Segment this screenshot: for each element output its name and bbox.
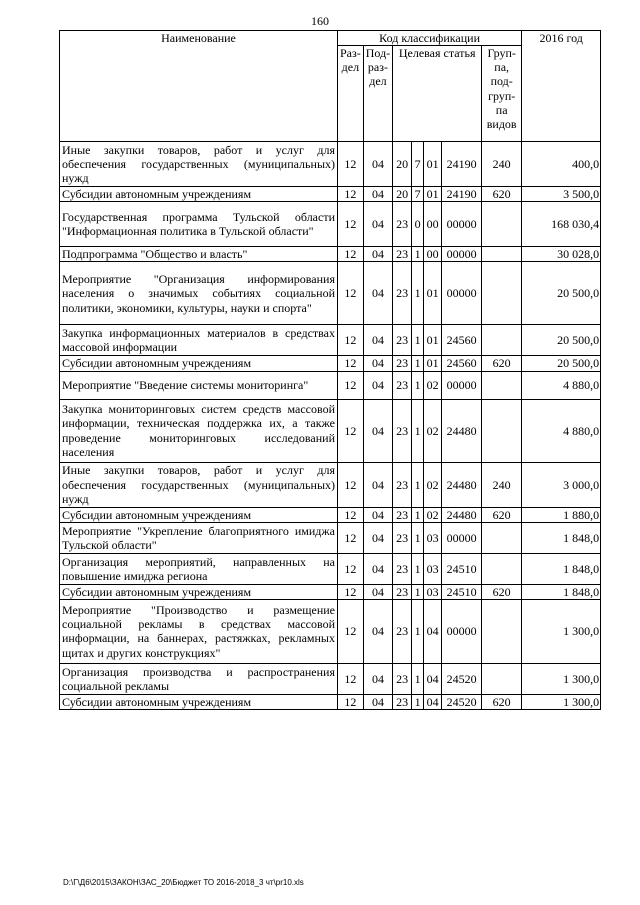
row-name: Подпрограмма "Общество и власть" xyxy=(60,247,338,262)
row-event-code: 04 xyxy=(424,694,442,709)
row-amount: 3 000,0 xyxy=(522,462,601,507)
row-direction-code: 24560 xyxy=(442,325,482,356)
table-row xyxy=(60,507,601,522)
row-event-code: 02 xyxy=(424,399,442,462)
row-event-code: 00 xyxy=(424,202,442,247)
row-amount: 20 500,0 xyxy=(522,262,601,325)
row-amount: 1 300,0 xyxy=(522,694,601,709)
row-name: Субсидии автономным учреждениям xyxy=(60,507,338,522)
row-group xyxy=(482,202,522,247)
row-amount: 168 030,4 xyxy=(522,202,601,247)
row-event-code: 04 xyxy=(424,599,442,663)
row-group xyxy=(482,247,522,262)
row-subsection: 04 xyxy=(363,399,392,462)
table-row xyxy=(60,356,601,371)
row-subsection: 04 xyxy=(363,694,392,709)
row-program-code: 23 xyxy=(393,553,412,584)
row-subsection: 04 xyxy=(363,553,392,584)
row-subsection: 04 xyxy=(363,584,392,599)
row-name: Иные закупки товаров, работ и услуг для обеспечения государственных (муниципальных) нужд xyxy=(60,462,338,507)
row-amount: 400,0 xyxy=(522,142,601,187)
row-event-code: 03 xyxy=(424,584,442,599)
row-direction-code: 24560 xyxy=(442,356,482,371)
row-subprogram-code: 1 xyxy=(412,247,424,262)
row-program-code: 20 xyxy=(393,142,412,187)
row-group xyxy=(482,663,522,694)
header-target-article: Целевая статья xyxy=(393,46,482,142)
row-subprogram-code: 1 xyxy=(412,553,424,584)
row-group xyxy=(482,399,522,462)
header-section: Раз- дел xyxy=(338,46,364,142)
row-amount: 4 880,0 xyxy=(522,399,601,462)
row-name: Субсидии автономным учреждениям xyxy=(60,187,338,202)
row-section: 12 xyxy=(338,694,364,709)
row-subprogram-code: 1 xyxy=(412,356,424,371)
row-subsection: 04 xyxy=(363,187,392,202)
row-program-code: 23 xyxy=(393,599,412,663)
row-direction-code: 00000 xyxy=(442,262,482,325)
row-subsection: 04 xyxy=(363,247,392,262)
row-program-code: 20 xyxy=(393,187,412,202)
row-direction-code: 00000 xyxy=(442,371,482,399)
row-name: Субсидии автономным учреждениям xyxy=(60,584,338,599)
row-subsection: 04 xyxy=(363,522,392,553)
row-event-code: 02 xyxy=(424,507,442,522)
row-program-code: 23 xyxy=(393,399,412,462)
table-row xyxy=(60,202,601,247)
row-event-code: 04 xyxy=(424,663,442,694)
row-name: Государственная программа Тульской области "Информационная политика в Тульской области" xyxy=(60,202,338,247)
row-subsection: 04 xyxy=(363,663,392,694)
row-direction-code: 24520 xyxy=(442,663,482,694)
header-group: Груп- па, под- груп- па видов xyxy=(482,46,522,142)
header-row-top xyxy=(60,31,601,46)
row-amount: 1 300,0 xyxy=(522,599,601,663)
row-program-code: 23 xyxy=(393,247,412,262)
row-direction-code: 24480 xyxy=(442,462,482,507)
row-subprogram-code: 1 xyxy=(412,507,424,522)
row-name: Организация мероприятий, направленных на повышение имиджа региона xyxy=(60,553,338,584)
row-subprogram-code: 1 xyxy=(412,262,424,325)
row-amount: 4 880,0 xyxy=(522,371,601,399)
row-group: 620 xyxy=(482,507,522,522)
row-event-code: 03 xyxy=(424,522,442,553)
row-subsection: 04 xyxy=(363,325,392,356)
row-subsection: 04 xyxy=(363,599,392,663)
row-section: 12 xyxy=(338,584,364,599)
row-section: 12 xyxy=(338,371,364,399)
row-event-code: 01 xyxy=(424,187,442,202)
row-group xyxy=(482,262,522,325)
row-direction-code: 00000 xyxy=(442,522,482,553)
row-event-code: 03 xyxy=(424,553,442,584)
row-section: 12 xyxy=(338,262,364,325)
row-subprogram-code: 1 xyxy=(412,584,424,599)
table-row xyxy=(60,262,601,325)
table-row xyxy=(60,663,601,694)
table-row xyxy=(60,399,601,462)
row-name: Иные закупки товаров, работ и услуг для обеспечения государственных (муниципальных) нужд xyxy=(60,142,338,187)
row-section: 12 xyxy=(338,507,364,522)
footer-file-path: D:\Г\Д6\2015\ЗАКОН\ЗАС_20\Бюджет ТО 2016-2018_3 чт\pr10.xls xyxy=(63,878,304,887)
row-event-code: 02 xyxy=(424,371,442,399)
budget-table xyxy=(59,30,601,710)
row-name: Субсидии автономным учреждениям xyxy=(60,694,338,709)
row-subsection: 04 xyxy=(363,462,392,507)
table-row xyxy=(60,584,601,599)
row-section: 12 xyxy=(338,356,364,371)
row-program-code: 23 xyxy=(393,522,412,553)
row-event-code: 01 xyxy=(424,356,442,371)
row-subsection: 04 xyxy=(363,356,392,371)
table-row xyxy=(60,462,601,507)
row-subsection: 04 xyxy=(363,371,392,399)
row-subprogram-code: 1 xyxy=(412,663,424,694)
row-group xyxy=(482,553,522,584)
row-subprogram-code: 1 xyxy=(412,325,424,356)
row-direction-code: 24480 xyxy=(442,507,482,522)
row-section: 12 xyxy=(338,187,364,202)
row-amount: 20 500,0 xyxy=(522,325,601,356)
row-subprogram-code: 1 xyxy=(412,694,424,709)
header-classification-code: Код классификации xyxy=(338,31,522,46)
table-row xyxy=(60,142,601,187)
row-group xyxy=(482,522,522,553)
row-subprogram-code: 7 xyxy=(412,142,424,187)
row-subprogram-code: 7 xyxy=(412,187,424,202)
row-amount: 1 848,0 xyxy=(522,553,601,584)
row-program-code: 23 xyxy=(393,325,412,356)
row-group: 620 xyxy=(482,694,522,709)
row-direction-code: 24190 xyxy=(442,187,482,202)
table-row xyxy=(60,187,601,202)
row-program-code: 23 xyxy=(393,356,412,371)
row-subsection: 04 xyxy=(363,142,392,187)
table-row xyxy=(60,599,601,663)
row-subprogram-code: 1 xyxy=(412,599,424,663)
row-section: 12 xyxy=(338,247,364,262)
header-name: Наименование xyxy=(60,31,338,142)
row-amount: 1 880,0 xyxy=(522,507,601,522)
row-event-code: 00 xyxy=(424,247,442,262)
table-row xyxy=(60,247,601,262)
row-section: 12 xyxy=(338,522,364,553)
row-subsection: 04 xyxy=(363,507,392,522)
row-direction-code: 00000 xyxy=(442,599,482,663)
row-amount: 1 848,0 xyxy=(522,522,601,553)
table-row xyxy=(60,694,601,709)
row-program-code: 23 xyxy=(393,584,412,599)
row-program-code: 23 xyxy=(393,202,412,247)
row-name: Мероприятие "Укрепление благоприятного имиджа Тульской области" xyxy=(60,522,338,553)
row-name: Мероприятие "Организация информирования населения о значимых событиях социальной политики, экономики, культуры, науки и спорта" xyxy=(60,262,338,325)
row-subsection: 04 xyxy=(363,262,392,325)
row-program-code: 23 xyxy=(393,371,412,399)
row-program-code: 23 xyxy=(393,262,412,325)
row-group: 240 xyxy=(482,142,522,187)
row-group: 620 xyxy=(482,187,522,202)
table-row xyxy=(60,553,601,584)
row-section: 12 xyxy=(338,553,364,584)
table-row xyxy=(60,325,601,356)
table-row xyxy=(60,371,601,399)
row-direction-code: 00000 xyxy=(442,202,482,247)
row-program-code: 23 xyxy=(393,462,412,507)
row-section: 12 xyxy=(338,462,364,507)
row-event-code: 01 xyxy=(424,325,442,356)
row-section: 12 xyxy=(338,325,364,356)
row-name: Мероприятие "Производство и размещение социальной рекламы в средствах массовой информации, на баннерах, растяжках, рекламных щитах и других конструкциях" xyxy=(60,599,338,663)
row-name: Закупка информационных материалов в средствах массовой информации xyxy=(60,325,338,356)
row-program-code: 23 xyxy=(393,663,412,694)
row-direction-code: 24190 xyxy=(442,142,482,187)
row-name: Мероприятие "Введение системы мониторинга" xyxy=(60,371,338,399)
header-year: 2016 год xyxy=(522,31,601,142)
table-row xyxy=(60,522,601,553)
row-section: 12 xyxy=(338,599,364,663)
row-direction-code: 24480 xyxy=(442,399,482,462)
row-section: 12 xyxy=(338,202,364,247)
row-amount: 20 500,0 xyxy=(522,356,601,371)
row-group: 620 xyxy=(482,584,522,599)
row-section: 12 xyxy=(338,399,364,462)
row-amount: 1 300,0 xyxy=(522,663,601,694)
row-program-code: 23 xyxy=(393,507,412,522)
row-subprogram-code: 1 xyxy=(412,462,424,507)
row-event-code: 01 xyxy=(424,262,442,325)
row-group xyxy=(482,371,522,399)
row-name: Организация производства и распространения социальной рекламы xyxy=(60,663,338,694)
row-subsection: 04 xyxy=(363,202,392,247)
row-direction-code: 00000 xyxy=(442,247,482,262)
row-group: 240 xyxy=(482,462,522,507)
header-subsection: Под- раз- дел xyxy=(363,46,392,142)
row-section: 12 xyxy=(338,663,364,694)
row-subprogram-code: 1 xyxy=(412,522,424,553)
row-amount: 1 848,0 xyxy=(522,584,601,599)
row-name: Закупка мониторинговых систем средств массовой информации, техническая поддержка их, а также проведение мониторинговых исследований населения xyxy=(60,399,338,462)
row-amount: 30 028,0 xyxy=(522,247,601,262)
row-event-code: 01 xyxy=(424,142,442,187)
row-direction-code: 24510 xyxy=(442,584,482,599)
row-subprogram-code: 1 xyxy=(412,399,424,462)
row-direction-code: 24520 xyxy=(442,694,482,709)
row-group xyxy=(482,599,522,663)
row-subprogram-code: 0 xyxy=(412,202,424,247)
row-direction-code: 24510 xyxy=(442,553,482,584)
page-number: 160 xyxy=(311,14,329,28)
row-subprogram-code: 1 xyxy=(412,371,424,399)
row-group xyxy=(482,325,522,356)
row-event-code: 02 xyxy=(424,462,442,507)
row-amount: 3 500,0 xyxy=(522,187,601,202)
row-name: Субсидии автономным учреждениям xyxy=(60,356,338,371)
row-section: 12 xyxy=(338,142,364,187)
row-group: 620 xyxy=(482,356,522,371)
row-program-code: 23 xyxy=(393,694,412,709)
